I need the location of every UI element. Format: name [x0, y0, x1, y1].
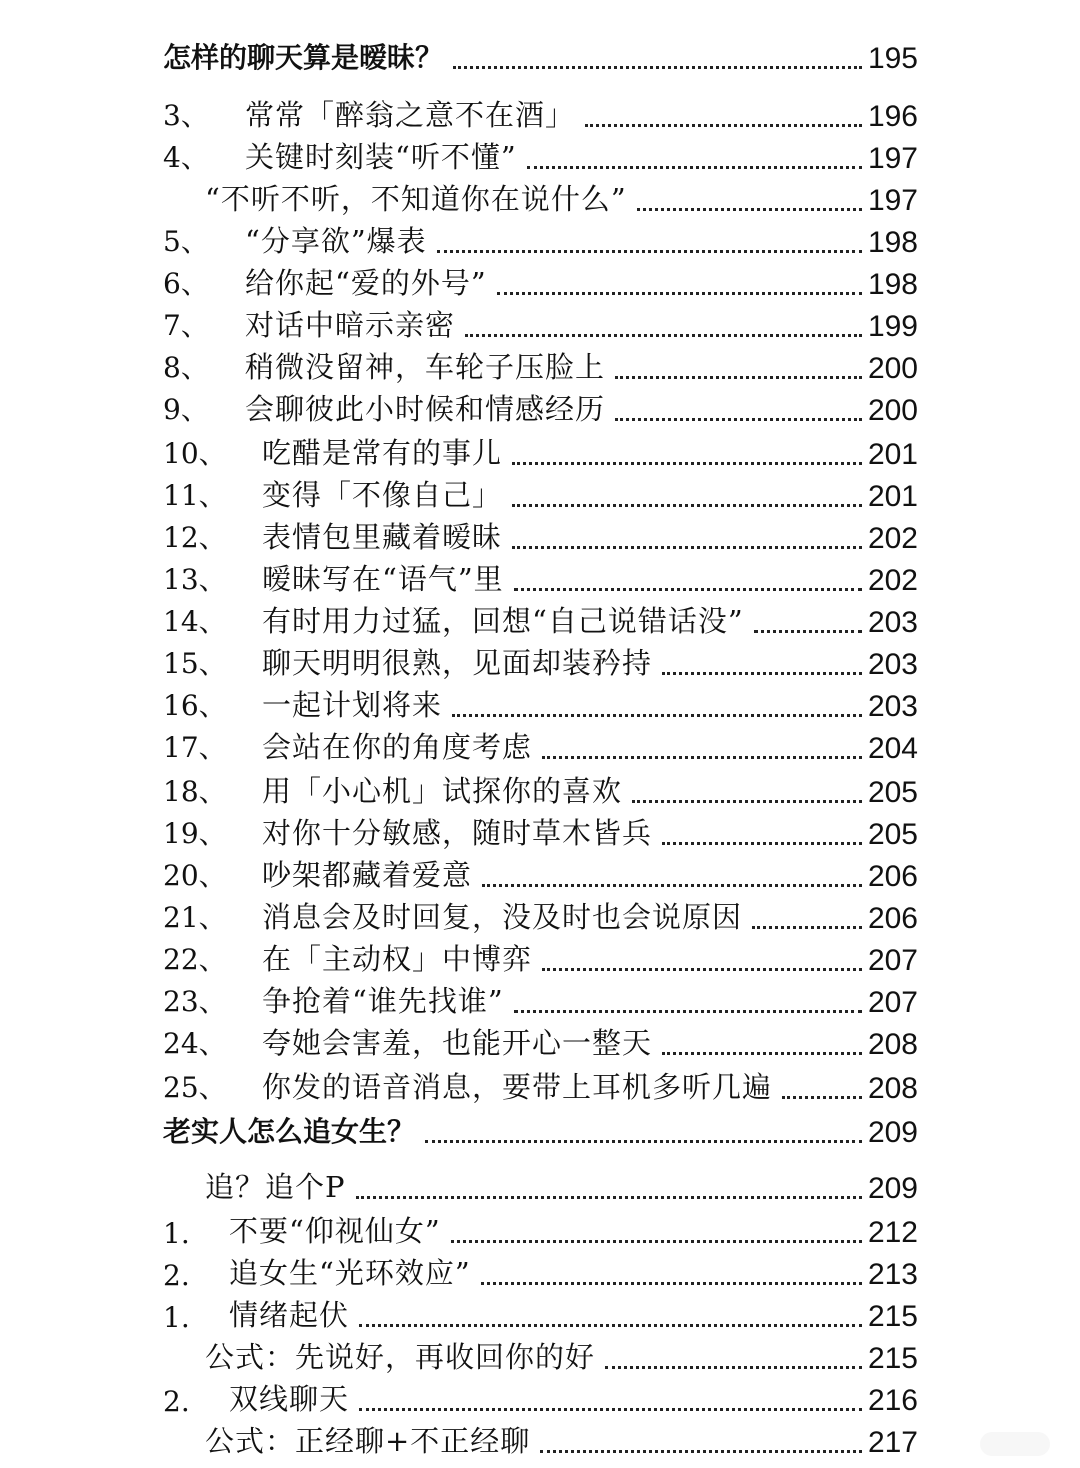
dot-leader	[451, 1240, 862, 1243]
entry-title: 公式：正经聊+不正经聊	[205, 1424, 531, 1458]
entry-number: 20、	[163, 859, 227, 892]
entry-title: 有时用力过猛，回想“自己说错话没”	[262, 604, 744, 638]
entry-title: 会站在你的角度考虑	[262, 730, 533, 764]
page-number: 197	[867, 142, 918, 175]
dot-leader	[465, 334, 862, 337]
toc-entry[interactable]	[0, 1254, 1080, 1296]
entry-title: 在「主动权」中博弈	[262, 942, 533, 976]
entry-number: 11、	[163, 479, 227, 512]
entry-title: 暧昧写在“语气”里	[262, 562, 504, 596]
entry-number: 17、	[163, 731, 227, 764]
toc-entry[interactable]	[0, 476, 1080, 518]
entry-title: “不听不听，不知道你在说什么”	[205, 182, 627, 216]
entry-number: 16、	[163, 689, 227, 722]
entry-title: 吃醋是常有的事儿	[262, 436, 503, 470]
page-number: 205	[867, 776, 918, 809]
page-number: 212	[867, 1216, 918, 1249]
page-number: 207	[867, 986, 918, 1019]
page-number: 217	[867, 1426, 918, 1459]
page-number: 209	[867, 1116, 918, 1149]
entry-number: 25、	[163, 1071, 227, 1104]
entry-number: 6、	[163, 267, 209, 300]
dot-leader	[514, 1010, 862, 1013]
dot-leader	[615, 376, 862, 379]
entry-number: 18、	[163, 775, 227, 808]
entry-number: 24、	[163, 1027, 227, 1060]
toc-entry[interactable]	[0, 1068, 1080, 1110]
dot-leader	[359, 1324, 862, 1327]
entry-title: 聊天明明很熟，见面却装矜持	[262, 646, 653, 680]
entry-number: 12、	[163, 521, 227, 554]
toc-entry[interactable]	[0, 728, 1080, 770]
toc-entry[interactable]	[0, 602, 1080, 644]
entry-title: 消息会及时回复，没及时也会说原因	[262, 900, 743, 934]
entry-number: 14、	[163, 605, 227, 638]
page-number: 195	[867, 42, 918, 75]
toc-entry[interactable]	[0, 814, 1080, 856]
dot-leader	[542, 756, 862, 759]
toc-entry[interactable]	[0, 1168, 1080, 1210]
page-number: 203	[867, 648, 918, 681]
dot-leader	[632, 800, 862, 803]
entry-title: 稍微没留神，车轮子压脸上	[245, 350, 606, 384]
dot-leader	[437, 250, 862, 253]
toc-entry[interactable]	[0, 1380, 1080, 1422]
toc-entry[interactable]	[0, 1296, 1080, 1338]
dot-leader	[637, 208, 862, 211]
dot-leader	[453, 66, 862, 69]
page-number: 202	[867, 564, 918, 597]
dot-leader	[605, 1366, 862, 1369]
dot-leader	[512, 462, 862, 465]
dot-leader	[512, 546, 862, 549]
toc-entry[interactable]	[0, 348, 1080, 390]
entry-title: 给你起“爱的外号”	[245, 266, 487, 300]
entry-number: 13、	[163, 563, 227, 596]
dot-leader	[481, 1282, 862, 1285]
entry-title: 争抢着“谁先找谁”	[262, 984, 504, 1018]
page-number: 201	[867, 438, 918, 471]
dot-leader	[452, 714, 862, 717]
entry-number: 2.	[163, 1385, 190, 1418]
toc-entry[interactable]	[0, 898, 1080, 940]
page-number: 207	[867, 944, 918, 977]
entry-title: 老实人怎么追女生？	[163, 1115, 416, 1148]
page-number: 215	[867, 1342, 918, 1375]
page-number: 199	[867, 310, 918, 343]
dot-leader	[615, 418, 862, 421]
entry-number: 8、	[163, 351, 209, 384]
entry-title: 表情包里藏着暧昧	[262, 520, 503, 554]
entry-number: 22、	[163, 943, 227, 976]
toc-entry[interactable]	[0, 222, 1080, 264]
toc-entry[interactable]	[0, 686, 1080, 728]
dot-leader	[540, 1450, 862, 1453]
page-number: 203	[867, 690, 918, 723]
page-number: 200	[867, 394, 918, 427]
toc-entry[interactable]	[0, 306, 1080, 348]
entry-number: 21、	[163, 901, 227, 934]
toc-entry[interactable]	[0, 434, 1080, 476]
toc-entry[interactable]	[0, 644, 1080, 686]
entry-number: 1.	[163, 1301, 190, 1334]
toc-heading[interactable]	[0, 1112, 1080, 1154]
entry-title: 双线聊天	[229, 1382, 350, 1416]
entry-title: 对你十分敏感，随时草木皆兵	[262, 816, 653, 850]
dot-leader	[782, 1096, 862, 1099]
toc-entry[interactable]	[0, 1024, 1080, 1066]
page-number: 208	[867, 1028, 918, 1061]
toc-entry[interactable]	[0, 940, 1080, 982]
entry-number: 7、	[163, 309, 209, 342]
entry-title: 关键时刻装“听不懂”	[245, 140, 517, 174]
page-number: 216	[867, 1384, 918, 1417]
entry-title: 情绪起伏	[229, 1298, 350, 1332]
dot-leader	[356, 1196, 862, 1199]
toc-entry[interactable]	[0, 1422, 1080, 1464]
page-number: 215	[867, 1300, 918, 1333]
entry-title: 一起计划将来	[262, 688, 443, 722]
page-number: 198	[867, 226, 918, 259]
page-number: 203	[867, 606, 918, 639]
dot-leader	[585, 124, 862, 127]
entry-title: 夸她会害羞，也能开心一整天	[262, 1026, 653, 1060]
entry-number: 23、	[163, 985, 227, 1018]
entry-title: 你发的语音消息，要带上耳机多听几遍	[262, 1070, 773, 1104]
entry-number: 1.	[163, 1217, 190, 1250]
entry-number: 4、	[163, 141, 209, 174]
toc-entry[interactable]	[0, 96, 1080, 138]
watermark	[980, 1432, 1050, 1456]
page-number: 196	[867, 100, 918, 133]
page-number: 206	[867, 860, 918, 893]
toc-entry[interactable]	[0, 856, 1080, 898]
entry-title: 追？追个P	[205, 1170, 346, 1204]
entry-title: 变得「不像自己」	[262, 478, 503, 512]
page-number: 213	[867, 1258, 918, 1291]
dot-leader	[497, 292, 862, 295]
entry-number: 19、	[163, 817, 227, 850]
entry-title: 会聊彼此小时候和情感经历	[245, 392, 606, 426]
page-number: 206	[867, 902, 918, 935]
dot-leader	[754, 630, 862, 633]
entry-number: 5、	[163, 225, 209, 258]
toc-entry[interactable]	[0, 560, 1080, 602]
page-number: 208	[867, 1072, 918, 1105]
dot-leader	[512, 504, 862, 507]
entry-title: 不要“仰视仙女”	[229, 1214, 441, 1248]
entry-number: 9、	[163, 393, 209, 426]
dot-leader	[662, 1052, 862, 1055]
toc-entry[interactable]	[0, 264, 1080, 306]
dot-leader	[482, 884, 862, 887]
entry-title: 怎样的聊天算是暧昧？	[163, 41, 444, 74]
toc-entry[interactable]	[0, 138, 1080, 180]
entry-title: 用「小心机」试探你的喜欢	[262, 774, 623, 808]
dot-leader	[514, 588, 862, 591]
page-number: 200	[867, 352, 918, 385]
entry-number: 3、	[163, 99, 209, 132]
entry-title: 对话中暗示亲密	[245, 308, 456, 342]
toc-entry[interactable]	[0, 1338, 1080, 1380]
entry-title: 公式：先说好，再收回你的好	[205, 1340, 596, 1374]
toc-entry[interactable]	[0, 982, 1080, 1024]
entry-number: 15、	[163, 647, 227, 680]
entry-number: 10、	[163, 437, 227, 470]
page-number: 201	[867, 480, 918, 513]
toc-entry[interactable]	[0, 518, 1080, 560]
page-number: 209	[867, 1172, 918, 1205]
dot-leader	[359, 1408, 862, 1411]
page-number: 198	[867, 268, 918, 301]
entry-title: 常常「醉翁之意不在酒」	[245, 98, 576, 132]
toc-entry[interactable]	[0, 180, 1080, 222]
entry-title: “分享欲”爆表	[245, 224, 427, 258]
entry-number: 2.	[163, 1259, 190, 1292]
dot-leader	[527, 166, 862, 169]
page-number: 202	[867, 522, 918, 555]
page-number: 204	[867, 732, 918, 765]
page-number: 197	[867, 184, 918, 217]
toc-entry[interactable]	[0, 772, 1080, 814]
entry-title: 吵架都藏着爱意	[262, 858, 473, 892]
page-number: 205	[867, 818, 918, 851]
toc-heading[interactable]	[0, 38, 1080, 80]
dot-leader	[662, 842, 862, 845]
entry-title: 追女生“光环效应”	[229, 1256, 471, 1290]
toc-entry[interactable]	[0, 390, 1080, 432]
dot-leader	[662, 672, 862, 675]
toc-entry[interactable]	[0, 1212, 1080, 1254]
dot-leader	[542, 968, 862, 971]
dot-leader	[752, 926, 862, 929]
dot-leader	[425, 1140, 862, 1143]
